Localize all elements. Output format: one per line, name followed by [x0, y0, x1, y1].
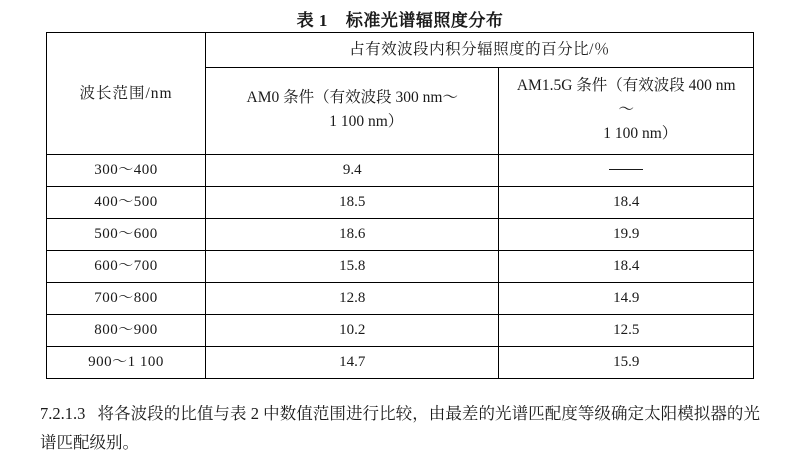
table-row	[47, 283, 754, 315]
no-data-dash	[609, 169, 643, 170]
cell-wavelength-range: 300～400	[47, 155, 206, 187]
cell-am15g-value: 19.9	[499, 219, 754, 251]
header-condition-am0	[206, 68, 499, 155]
cell-wavelength-range: 500～600	[47, 219, 206, 251]
header-condition-am15g	[499, 68, 754, 155]
table-row	[47, 187, 754, 219]
cell-am15g-value: 18.4	[499, 187, 754, 219]
table-header-row-group	[47, 33, 754, 68]
cell-wavelength-range: 600～700	[47, 251, 206, 283]
header-condition-am15g-line2: 1 100 nm）	[603, 125, 678, 143]
table-caption-number: 表 1	[296, 11, 328, 30]
cell-am15g-value: 15.9	[499, 347, 754, 379]
header-percentage-group: 占有效波段内积分辐照度的百分比/％	[206, 33, 754, 68]
cell-am0-value: 12.8	[206, 283, 499, 315]
spectral-distribution-table	[46, 32, 754, 379]
table-row	[47, 251, 754, 283]
cell-am0-value: 10.2	[206, 315, 499, 347]
table-row	[47, 155, 754, 187]
header-wavelength-range: 波长范围/nm	[47, 33, 206, 155]
table-row	[47, 315, 754, 347]
header-condition-am0-line1: AM0 条件（有效波段 300 nm～	[246, 89, 458, 106]
cell-wavelength-range: 800～900	[47, 315, 206, 347]
cell-am15g-value: 14.9	[499, 283, 754, 315]
cell-wavelength-range: 400～500	[47, 187, 206, 219]
header-condition-am0-line2: 1 100 nm）	[329, 113, 404, 131]
cell-wavelength-range: 900～1 100	[47, 347, 206, 379]
table-row	[47, 219, 754, 251]
cell-wavelength-range: 700～800	[47, 283, 206, 315]
table-body	[47, 155, 754, 379]
table-row	[47, 347, 754, 379]
cell-am15g-value: 18.4	[499, 251, 754, 283]
cell-am15g-value: 12.5	[499, 315, 754, 347]
cell-am0-value: 14.7	[206, 347, 499, 379]
header-condition-am15g-line1: AM1.5G 条件（有效波段 400 nm～	[516, 77, 736, 119]
cell-am0-value: 9.4	[206, 155, 499, 187]
cell-am0-value: 18.6	[206, 219, 499, 251]
clause-number: 7.2.1.3	[40, 404, 86, 423]
clause-text: 将各波段的比值与表 2 中数值范围进行比较，由最差的光谱匹配度等级确定太阳模拟器的光谱匹配级别。	[40, 404, 760, 452]
cell-am15g-value	[499, 155, 754, 187]
clause-paragraph	[40, 400, 760, 458]
table-caption-title: 标准光谱辐照度分布	[345, 11, 504, 30]
cell-am0-value: 15.8	[206, 251, 499, 283]
table-header	[47, 33, 754, 155]
cell-am0-value: 18.5	[206, 187, 499, 219]
table-caption	[0, 6, 800, 31]
